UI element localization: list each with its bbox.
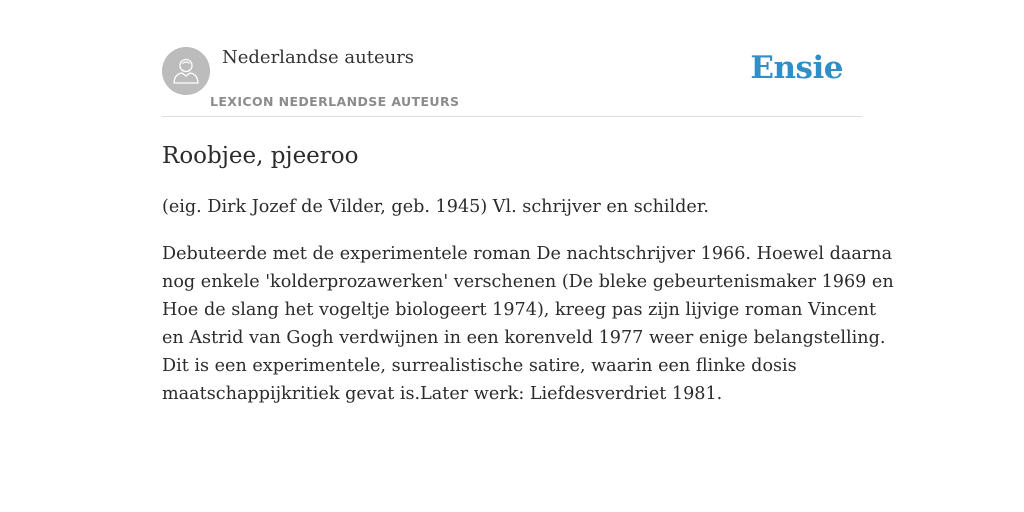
entry-card	[162, 44, 894, 408]
user-avatar-icon[interactable]	[162, 47, 210, 95]
entry-header	[162, 44, 862, 117]
entry-body-line: Debuteerde met de experimentele roman De nachtschrijver 1966. Hoewel daarna	[162, 244, 893, 264]
brand-logo[interactable]: Ensie	[750, 50, 843, 86]
entry-body	[162, 240, 894, 408]
entry-body-line: en Astrid van Gogh verdwijnen in een korenveld 1977 weer enige belangstelling.	[162, 328, 886, 348]
entry-title: Roobjee, pjeeroo	[162, 143, 359, 169]
entry-summary: (eig. Dirk Jozef de Vilder, geb. 1945) Vl. schrijver en schilder.	[162, 197, 709, 217]
author-name-link[interactable]: Nederlandse auteurs	[222, 47, 415, 68]
entry-body-line: Hoe de slang het vogeltje biologeert 1974), kreeg pas zijn lijvige roman Vincent	[162, 300, 877, 320]
entry-body-line: Dit is een experimentele, surrealistische satire, waarin een flinke dosis	[162, 356, 797, 376]
entry-body-line: nog enkele 'kolderprozawerken' verschenen (De bleke gebeurtenismaker 1969 en	[162, 272, 894, 292]
author-subtitle[interactable]: LEXICON NEDERLANDSE AUTEURS	[210, 94, 460, 109]
entry-body-line: maatschappijkritiek gevat is.Later werk: Liefdesverdriet 1981.	[162, 384, 723, 404]
